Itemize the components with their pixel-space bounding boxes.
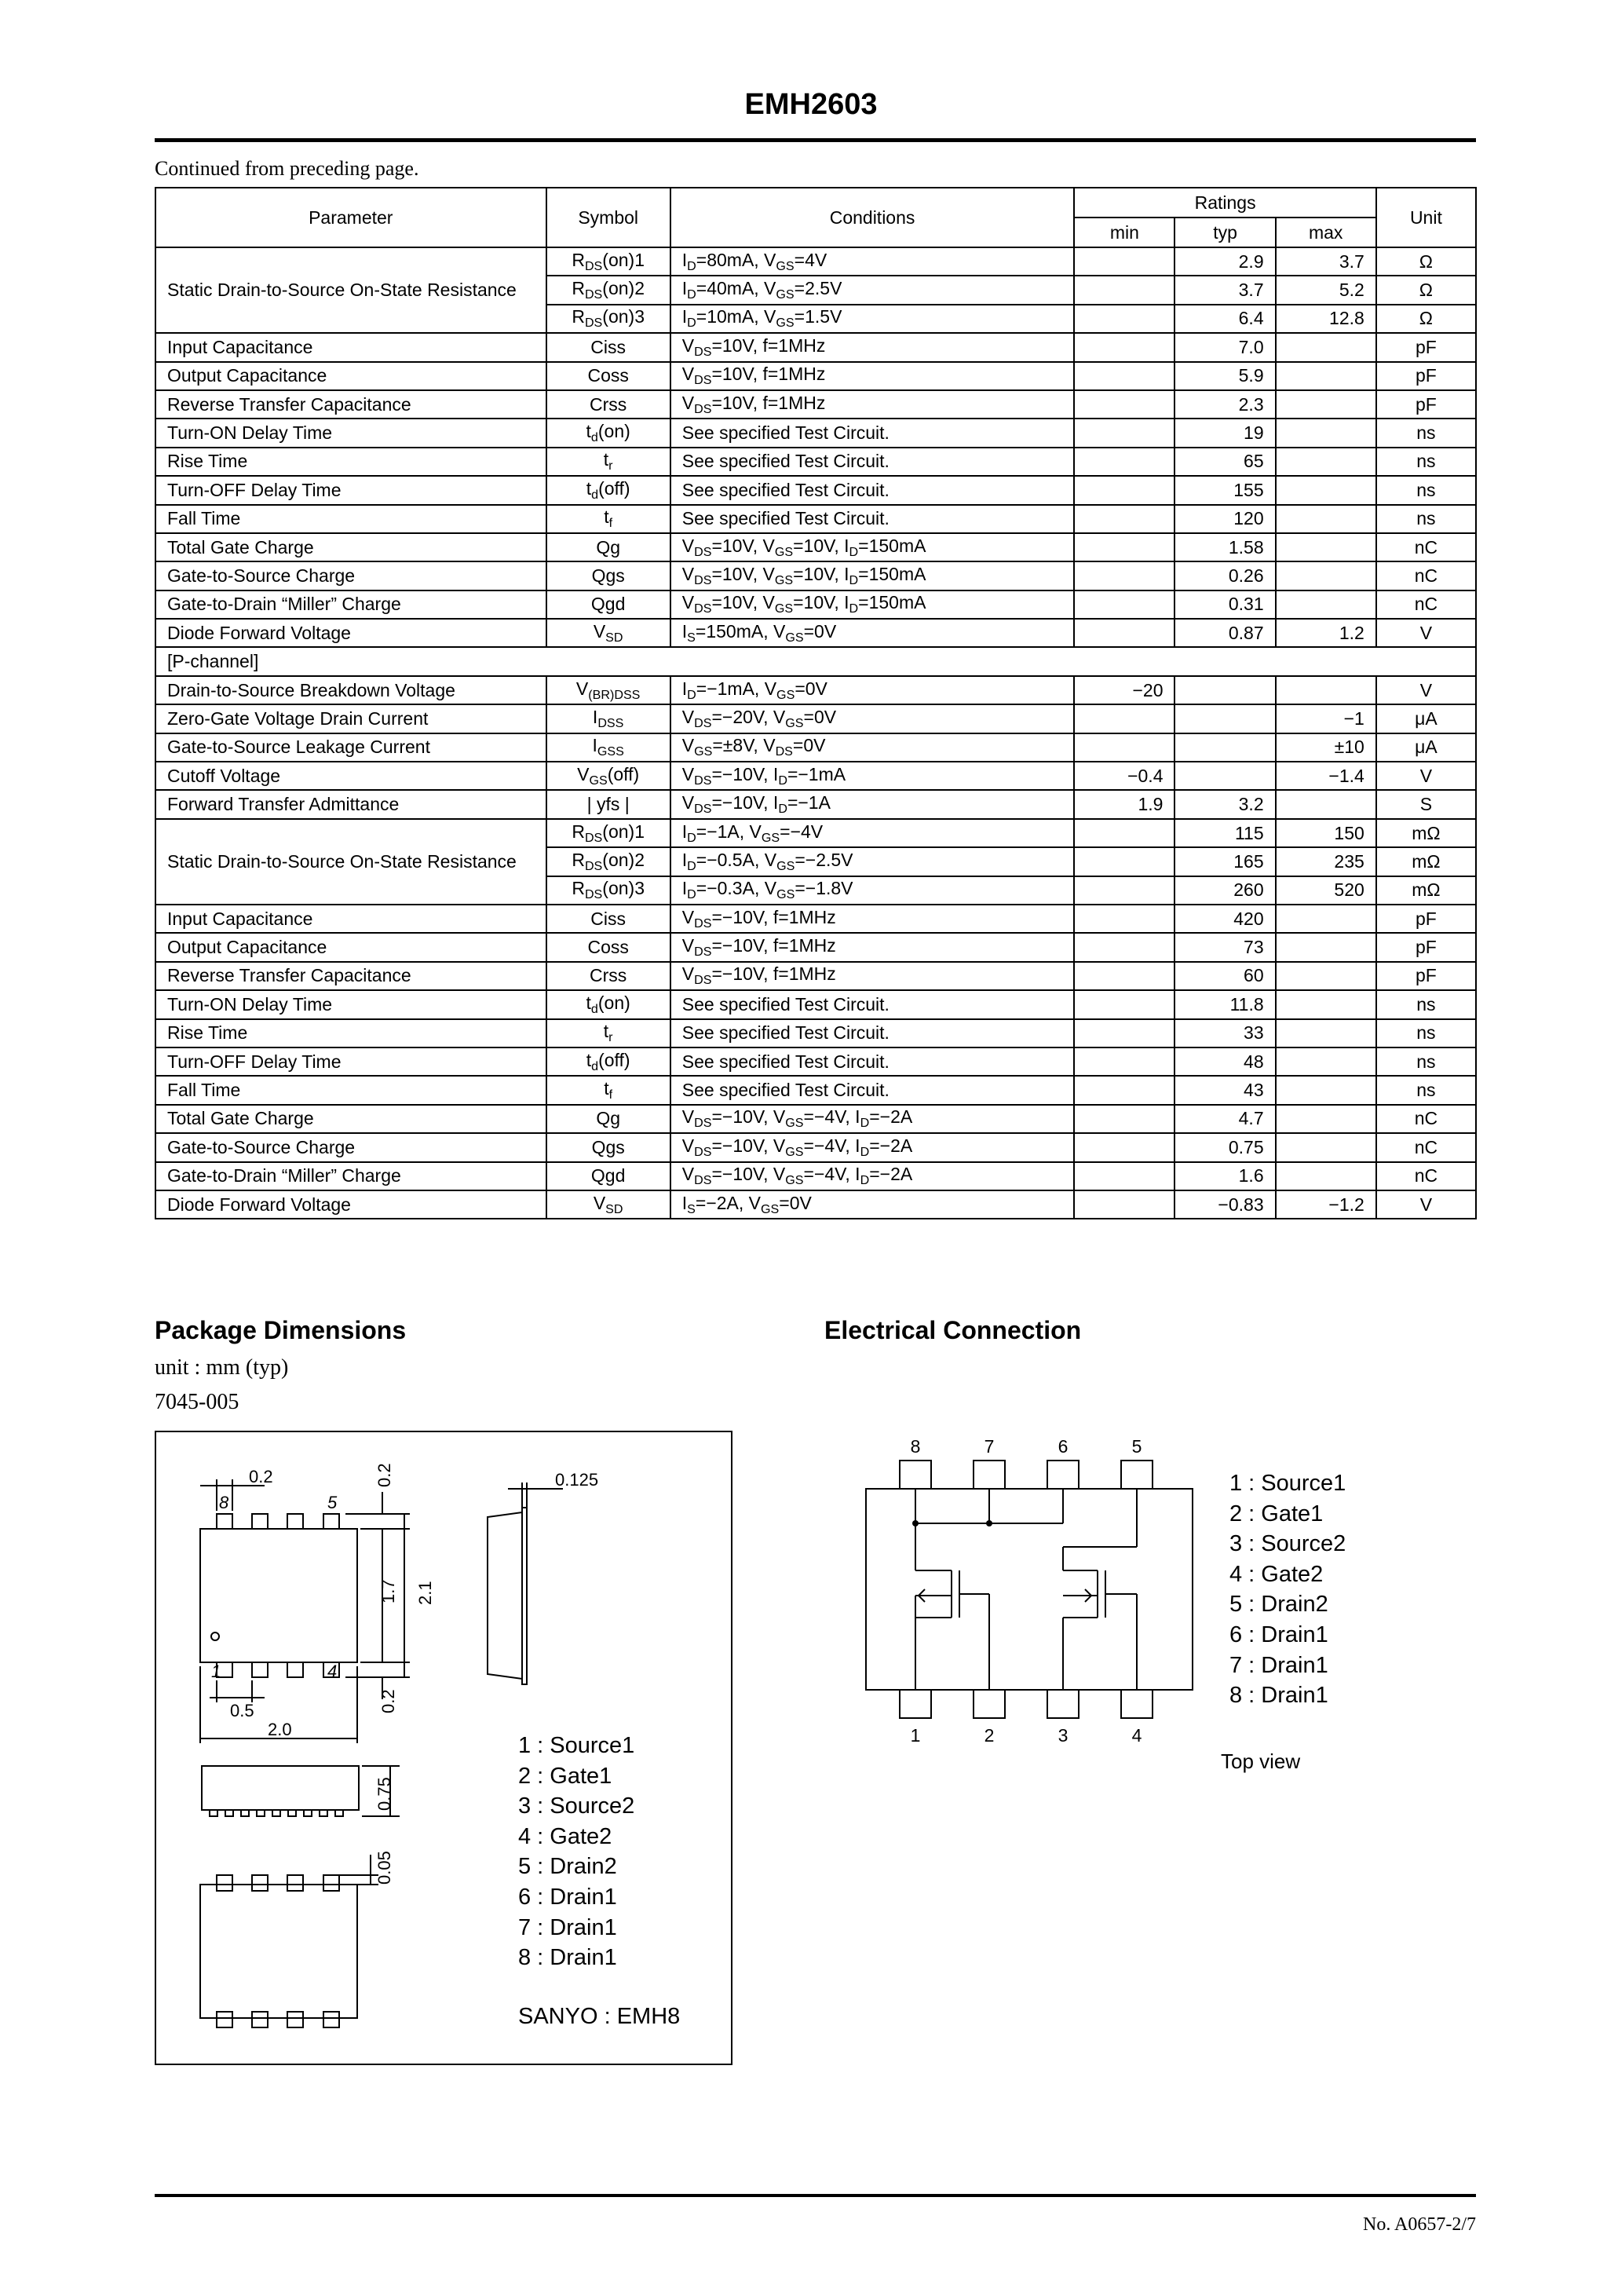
- list-item: 3 : Source2: [518, 1793, 635, 1819]
- table-row: Gate-to-Source Charge Qgs $V_{DS}=-10V$, $V_{GS}=-4V$, $I_D=-2A$ 0.75 nC: [155, 1133, 1476, 1161]
- list-item: 3 : Source2: [1229, 1531, 1346, 1557]
- bottom-pin-4: 4: [1131, 1725, 1142, 1746]
- footer-rule: [155, 2194, 1476, 2197]
- table-row: Total Gate Charge Qg $V_{DS}=-10V$, $V_{GS}=-4V$, $I_D=-2A$ 4.7 nC: [155, 1105, 1476, 1133]
- table-row: Turn-ON Delay Time $t_d(on)$ See specified Test Circuit. 11.8 ns: [155, 990, 1476, 1018]
- list-item: 8 : Drain1: [518, 1945, 617, 1971]
- table-row: $R_{DS}(on)3$ $I_D=10mA$, $V_{GS}=1.5V$ 6.4 12.8 Ω: [155, 305, 1476, 333]
- pin-mark-4: 4: [327, 1662, 338, 1681]
- package-unit: unit : mm (typ): [155, 1355, 289, 1380]
- dim-lead-width: 0.2: [249, 1467, 273, 1486]
- dim-top-gap: 0.2: [374, 1463, 394, 1487]
- list-item: 2 : Gate1: [1229, 1501, 1324, 1526]
- dim-thickness: 0.125: [555, 1470, 599, 1490]
- bottom-pin-3: 3: [1058, 1725, 1069, 1746]
- table-row: Reverse Transfer Capacitance Crss $V_{DS}=-10V$, f=1MHz 60 pF: [155, 962, 1476, 990]
- list-item: 5 : Drain2: [1229, 1592, 1328, 1618]
- table-row: Input Capacitance Ciss $V_{DS}=10V$, f=1MHz 7.0 pF: [155, 333, 1476, 361]
- page-title: EMH2603: [744, 88, 878, 121]
- list-item: 7 : Drain1: [1229, 1652, 1328, 1678]
- table-row: $R_{DS}(on)2$ $I_D=40mA$, $V_{GS}=2.5V$ 3.7 5.2 Ω: [155, 276, 1476, 304]
- list-item: 8 : Drain1: [1229, 1683, 1328, 1709]
- table-row: Forward Transfer Admittance | yfs | $V_{DS}=-10V$, $I_D=-1A$ 1.9 3.2 S: [155, 790, 1476, 818]
- continued-note: Continued from preceding page.: [155, 157, 419, 180]
- header-rule: [155, 138, 1476, 142]
- dim-bottom-gap: 0.2: [378, 1689, 398, 1713]
- table-row: Reverse Transfer Capacitance Crss $V_{DS}=10V$, f=1MHz 2.3 pF: [155, 390, 1476, 419]
- package-pin-list: [518, 1731, 634, 1973]
- p-channel-row: [P-channel]: [155, 647, 1476, 675]
- pin-mark-1: 1: [211, 1662, 221, 1681]
- table-row: $R_{DS}(on)2$ $I_D=-0.5A$, $V_{GS}=-2.5V$ 165 235 mΩ: [155, 847, 1476, 876]
- pin-mark-5: 5: [327, 1493, 338, 1512]
- top-pin-7: 7: [984, 1436, 995, 1457]
- table-row: Diode Forward Voltage $V_{SD}$ $I_S=-2A$, $V_{GS}=0V$ −0.83 −1.2 V: [155, 1190, 1476, 1219]
- electrical-connection-diagram: [864, 1429, 1209, 1759]
- table-row: Gate-to-Source Leakage Current $I_{GSS}$ $V_{GS}=\pm 8V$, $V_{DS}=0V$ ±10 μA: [155, 733, 1476, 762]
- sanyo-package-label: SANYO : EMH8: [518, 2004, 681, 2029]
- table-row: Static Drain-to-Source On-State Resistance $R_{DS}(on)1$ $I_D=-1A$, $V_{GS}=-4V$ 115 150 mΩ: [155, 819, 1476, 847]
- bottom-pin-2: 2: [984, 1725, 995, 1746]
- header-unit: Unit: [1376, 188, 1476, 247]
- list-item: 2 : Gate1: [518, 1763, 612, 1789]
- header-parameter: Parameter: [155, 188, 546, 247]
- table-row: Output Capacitance Coss $V_{DS}=-10V$, f=1MHz 73 pF: [155, 933, 1476, 961]
- table-row: Cutoff Voltage $V_{GS}(off)$ $V_{DS}=-10V$, $I_D=-1mA$ −0.4 −1.4 V: [155, 762, 1476, 790]
- list-item: 4 : Gate2: [518, 1823, 612, 1849]
- header-conditions: Conditions: [670, 188, 1075, 247]
- list-item: 1 : Source1: [518, 1733, 635, 1758]
- electrical-pin-list: [1229, 1468, 1346, 1711]
- electrical-characteristics-table: [155, 187, 1477, 1219]
- top-pin-5: 5: [1131, 1436, 1142, 1457]
- package-code: 7045-005: [155, 1390, 239, 1414]
- table-row: Zero-Gate Voltage Drain Current $I_{DSS}$ $V_{DS}=-20V$, $V_{GS}=0V$ −1 μA: [155, 704, 1476, 733]
- list-item: 7 : Drain1: [518, 1914, 617, 1940]
- table-row: Total Gate Charge Qg $V_{DS}=10V$, $V_{GS}=10V$, $I_D=150mA$ 1.58 nC: [155, 533, 1476, 561]
- list-item: 4 : Gate2: [1229, 1561, 1324, 1587]
- table-row: Gate-to-Source Charge Qgs $V_{DS}=10V$, $V_{GS}=10V$, $I_D=150mA$ 0.26 nC: [155, 561, 1476, 590]
- header-max: max: [1276, 218, 1376, 247]
- pin-mark-8: 8: [219, 1493, 229, 1512]
- table-row: Fall Time $t_f$ See specified Test Circuit. 120 ns: [155, 505, 1476, 533]
- header-typ: typ: [1174, 218, 1275, 247]
- table-row: $R_{DS}(on)3$ $I_D=-0.3A$, $V_{GS}=-1.8V$ 260 520 mΩ: [155, 876, 1476, 905]
- table-row: Turn-OFF Delay Time $t_d(off)$ See specified Test Circuit. 48 ns: [155, 1047, 1476, 1076]
- top-pin-8: 8: [910, 1436, 921, 1457]
- dim-standoff: 0.05: [374, 1851, 394, 1885]
- table-row: Turn-OFF Delay Time $t_d(off)$ See specified Test Circuit. 155 ns: [155, 476, 1476, 504]
- dim-pitch: 0.5: [230, 1701, 254, 1720]
- table-row: Gate-to-Drain “Miller” Charge Qgd $V_{DS}=10V$, $V_{GS}=10V$, $I_D=150mA$ 0.31 nC: [155, 590, 1476, 619]
- table-row: Diode Forward Voltage $V_{SD}$ $I_S=150mA$, $V_{GS}=0V$ 0.87 1.2 V: [155, 619, 1476, 647]
- table-row: Output Capacitance Coss $V_{DS}=10V$, f=1MHz 5.9 pF: [155, 362, 1476, 390]
- package-drawing: [155, 1431, 732, 2065]
- dim-height: 0.75: [374, 1777, 394, 1811]
- dim-total-height: 2.1: [415, 1581, 435, 1605]
- dim-body-height: 1.7: [378, 1579, 398, 1603]
- list-item: 6 : Drain1: [1229, 1621, 1328, 1647]
- electrical-connection-title: Electrical Connection: [824, 1316, 1082, 1344]
- table-row: Gate-to-Drain “Miller” Charge Qgd $V_{DS}=-10V$, $V_{GS}=-4V$, $I_D=-2A$ 1.6 nC: [155, 1162, 1476, 1190]
- table-row: Turn-ON Delay Time $t_d(on)$ See specified Test Circuit. 19 ns: [155, 419, 1476, 447]
- table-row: Rise Time $t_r$ See specified Test Circuit. 65 ns: [155, 448, 1476, 476]
- header-symbol: Symbol: [546, 188, 670, 247]
- dim-body-width: 2.0: [268, 1720, 292, 1739]
- table-row: Rise Time $t_r$ See specified Test Circuit. 33 ns: [155, 1019, 1476, 1047]
- table-row: Input Capacitance Ciss $V_{DS}=-10V$, f=1MHz 420 pF: [155, 905, 1476, 933]
- list-item: 5 : Drain2: [518, 1854, 617, 1880]
- header-ratings: Ratings: [1074, 188, 1375, 218]
- top-pin-6: 6: [1058, 1436, 1069, 1457]
- list-item: 1 : Source1: [1229, 1471, 1346, 1496]
- table-row: Fall Time $t_f$ See specified Test Circuit. 43 ns: [155, 1076, 1476, 1104]
- table-row: Static Drain-to-Source On-State Resistance $R_{DS}(on)1$ $I_D=80mA$, $V_{GS}=4V$ 2.9 3.7 Ω: [155, 247, 1476, 276]
- page-number: No. A0657-2/7: [1363, 2214, 1476, 2235]
- header-min: min: [1074, 218, 1174, 247]
- top-view-label: Top view: [1221, 1749, 1301, 1773]
- package-dimensions-title: Package Dimensions: [155, 1316, 407, 1344]
- list-item: 6 : Drain1: [518, 1884, 617, 1910]
- bottom-pin-1: 1: [910, 1725, 921, 1746]
- table-row: Drain-to-Source Breakdown Voltage $V_{(BR)DSS}$ $I_D=-1mA$, $V_{GS}=0V$ −20 V: [155, 676, 1476, 704]
